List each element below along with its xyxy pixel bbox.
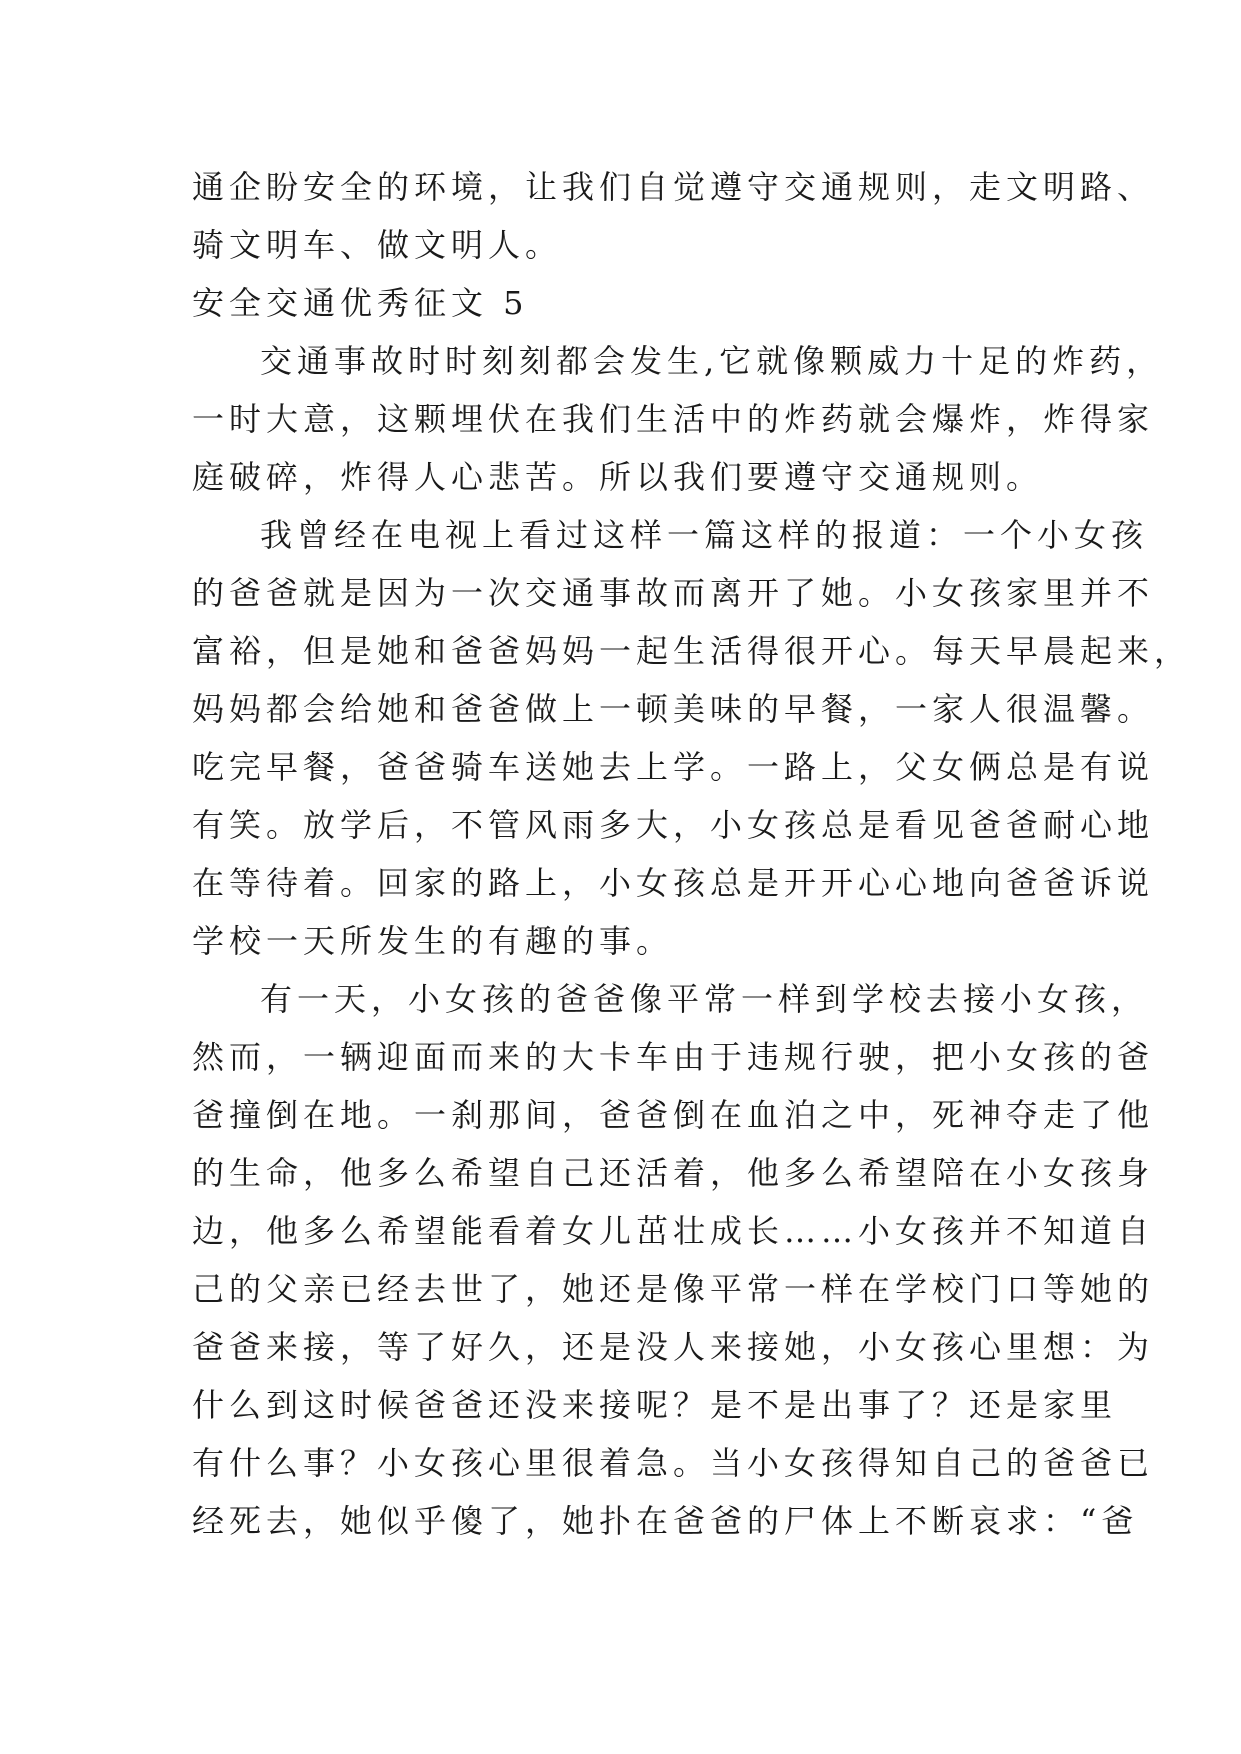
text-line: 骑文明车、做文明人。 <box>192 226 563 264</box>
text-line: 富裕，但是她和爸爸妈妈一起生活得很开心。每天早晨起来， <box>192 632 1192 670</box>
text-line: 边，他多么希望能看着女儿茁壮成长……小女孩并不知道自 <box>192 1212 1155 1250</box>
text-line: 经死去，她似乎傻了，她扑在爸爸的尸体上不断哀求：“爸 <box>192 1502 1139 1540</box>
text-line: 庭破碎，炸得人心悲苦。所以我们要遵守交通规则。 <box>192 458 1044 496</box>
text-line: 然而，一辆迎面而来的大卡车由于违规行驶，把小女孩的爸 <box>192 1038 1155 1076</box>
text-line: 交通事故时时刻刻都会发生,它就像颗威力十足的炸药， <box>260 342 1164 380</box>
text-line: 什么到这时候爸爸还没来接呢？是不是出事了？还是家里 <box>192 1386 1118 1424</box>
text-line: 有什么事？小女孩心里很着急。当小女孩得知自己的爸爸已 <box>192 1444 1155 1482</box>
text-line: 安全交通优秀征文 5 <box>192 284 529 322</box>
text-line: 我曾经在电视上看过这样一篇这样的报道：一个小女孩 <box>260 516 1149 554</box>
text-line: 有笑。放学后，不管风雨多大，小女孩总是看见爸爸耐心地 <box>192 806 1155 844</box>
text-line: 吃完早餐，爸爸骑车送她去上学。一路上，父女俩总是有说 <box>192 748 1155 786</box>
text-line: 一时大意，这颗埋伏在我们生活中的炸药就会爆炸，炸得家 <box>192 400 1155 438</box>
text-line: 通企盼安全的环境，让我们自觉遵守交通规则，走文明路、 <box>192 168 1155 206</box>
text-line: 妈妈都会给她和爸爸做上一顿美味的早餐，一家人很温馨。 <box>192 690 1155 728</box>
document-body <box>192 158 1192 1550</box>
text-line: 爸爸来接，等了好久，还是没人来接她，小女孩心里想：为 <box>192 1328 1155 1366</box>
text-line: 学校一天所发生的有趣的事。 <box>192 922 674 960</box>
text-line: 爸撞倒在地。一刹那间，爸爸倒在血泊之中，死神夺走了他 <box>192 1096 1155 1134</box>
text-line: 的生命，他多么希望自己还活着，他多么希望陪在小女孩身 <box>192 1154 1155 1192</box>
text-line: 的爸爸就是因为一次交通事故而离开了她。小女孩家里并不 <box>192 574 1155 612</box>
text-line: 己的父亲已经去世了，她还是像平常一样在学校门口等她的 <box>192 1270 1155 1308</box>
text-line: 有一天，小女孩的爸爸像平常一样到学校去接小女孩， <box>260 980 1149 1018</box>
text-line: 在等待着。回家的路上，小女孩总是开开心心地向爸爸诉说 <box>192 864 1155 902</box>
